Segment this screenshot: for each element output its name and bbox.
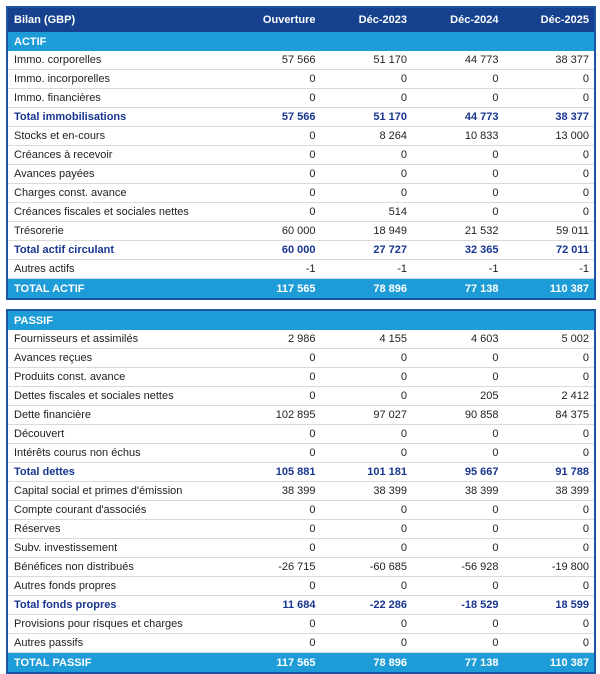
row-label: Total dettes: [7, 463, 229, 482]
row-label: Total immobilisations: [7, 108, 229, 127]
cell-value: 0: [229, 184, 321, 203]
cell-value: 57 566: [229, 51, 321, 70]
row-label: Intérêts courus non échus: [7, 444, 229, 463]
subtotal-row: [7, 463, 595, 482]
cell-value: 102 895: [229, 406, 321, 425]
row-label: Subv. investissement: [7, 539, 229, 558]
cell-value: 0: [229, 127, 321, 146]
cell-value: 44 773: [412, 108, 504, 127]
cell-value: 0: [504, 349, 596, 368]
cell-value: 0: [412, 539, 504, 558]
cell-value: 11 684: [229, 596, 321, 615]
cell-value: 38 399: [321, 482, 413, 501]
cell-value: -56 928: [412, 558, 504, 577]
total-label: TOTAL PASSIF: [7, 653, 229, 674]
cell-value: 0: [321, 577, 413, 596]
total-value: 78 896: [321, 653, 413, 674]
cell-value: 0: [504, 615, 596, 634]
cell-value: 60 000: [229, 222, 321, 241]
cell-value: 0: [321, 70, 413, 89]
cell-value: 0: [321, 184, 413, 203]
row-label: Fournisseurs et assimilés: [7, 330, 229, 349]
cell-value: 205: [412, 387, 504, 406]
table-row: [7, 539, 595, 558]
cell-value: 51 170: [321, 108, 413, 127]
cell-value: 0: [504, 146, 596, 165]
cell-value: 8 264: [321, 127, 413, 146]
cell-value: 0: [321, 501, 413, 520]
total-value: 117 565: [229, 653, 321, 674]
total-row-passif: [7, 653, 595, 674]
cell-value: 27 727: [321, 241, 413, 260]
cell-value: 0: [504, 89, 596, 108]
cell-value: 0: [504, 539, 596, 558]
section-header-actif: [7, 32, 595, 51]
table-row: [7, 368, 595, 387]
cell-value: 0: [321, 539, 413, 558]
cell-value: 105 881: [229, 463, 321, 482]
cell-value: 0: [229, 70, 321, 89]
table-row: [7, 425, 595, 444]
cell-value: -1: [412, 260, 504, 279]
total-value: 117 565: [229, 279, 321, 300]
cell-value: 38 399: [229, 482, 321, 501]
cell-value: 0: [504, 425, 596, 444]
cell-value: 38 377: [504, 108, 596, 127]
cell-value: 4 603: [412, 330, 504, 349]
cell-value: 72 011: [504, 241, 596, 260]
cell-value: -1: [504, 260, 596, 279]
cell-value: 0: [229, 89, 321, 108]
column-header-dec-2023: Déc-2023: [321, 7, 413, 32]
cell-value: 0: [412, 501, 504, 520]
column-header-dec-2024: Déc-2024: [412, 7, 504, 32]
cell-value: 0: [412, 425, 504, 444]
cell-value: 0: [504, 501, 596, 520]
cell-value: 0: [504, 577, 596, 596]
table-row: [7, 70, 595, 89]
subtotal-row: [7, 108, 595, 127]
cell-value: 57 566: [229, 108, 321, 127]
row-label: Avances payées: [7, 165, 229, 184]
cell-value: 13 000: [504, 127, 596, 146]
total-value: 77 138: [412, 653, 504, 674]
row-label: Charges const. avance: [7, 184, 229, 203]
cell-value: 60 000: [229, 241, 321, 260]
row-label: Autres passifs: [7, 634, 229, 653]
cell-value: 97 027: [321, 406, 413, 425]
cell-value: 90 858: [412, 406, 504, 425]
cell-value: 2 412: [504, 387, 596, 406]
cell-value: 0: [229, 425, 321, 444]
cell-value: 0: [504, 70, 596, 89]
table-row: [7, 482, 595, 501]
cell-value: 0: [412, 444, 504, 463]
table-row: [7, 558, 595, 577]
cell-value: 0: [504, 634, 596, 653]
cell-value: -1: [229, 260, 321, 279]
cell-value: 0: [504, 184, 596, 203]
row-label: Réserves: [7, 520, 229, 539]
cell-value: 0: [229, 203, 321, 222]
cell-value: -18 529: [412, 596, 504, 615]
section-header-passif: [7, 310, 595, 330]
table-row: [7, 520, 595, 539]
row-label: Immo. financières: [7, 89, 229, 108]
cell-value: 0: [321, 425, 413, 444]
total-label: TOTAL ACTIF: [7, 279, 229, 300]
cell-value: 18 949: [321, 222, 413, 241]
column-header-ouverture: Ouverture: [229, 7, 321, 32]
row-label: Autres actifs: [7, 260, 229, 279]
cell-value: -26 715: [229, 558, 321, 577]
cell-value: 0: [412, 577, 504, 596]
cell-value: 0: [229, 615, 321, 634]
row-label: Autres fonds propres: [7, 577, 229, 596]
row-label: Compte courant d'associés: [7, 501, 229, 520]
cell-value: 101 181: [321, 463, 413, 482]
section-title: PASSIF: [7, 310, 595, 330]
table-row: [7, 222, 595, 241]
section-title: ACTIF: [7, 32, 595, 51]
cell-value: 91 788: [504, 463, 596, 482]
cell-value: 0: [321, 165, 413, 184]
cell-value: 0: [229, 165, 321, 184]
row-label: Stocks et en-cours: [7, 127, 229, 146]
cell-value: -22 286: [321, 596, 413, 615]
cell-value: 0: [412, 184, 504, 203]
cell-value: 2 986: [229, 330, 321, 349]
cell-value: 84 375: [504, 406, 596, 425]
cell-value: 0: [412, 203, 504, 222]
table-row: [7, 184, 595, 203]
cell-value: 0: [229, 368, 321, 387]
cell-value: 0: [229, 387, 321, 406]
cell-value: -19 800: [504, 558, 596, 577]
cell-value: 0: [229, 577, 321, 596]
cell-value: 0: [504, 444, 596, 463]
row-label: Provisions pour risques et charges: [7, 615, 229, 634]
actif-table: [6, 6, 596, 300]
row-label: Bénéfices non distribués: [7, 558, 229, 577]
cell-value: 0: [321, 387, 413, 406]
cell-value: 21 532: [412, 222, 504, 241]
cell-value: 0: [321, 615, 413, 634]
table-row: [7, 89, 595, 108]
table-row: [7, 330, 595, 349]
table-row: [7, 165, 595, 184]
cell-value: 0: [321, 634, 413, 653]
total-row-actif: [7, 279, 595, 300]
table-row: [7, 634, 595, 653]
table-row: [7, 501, 595, 520]
cell-value: 0: [412, 70, 504, 89]
row-label: Immo. corporelles: [7, 51, 229, 70]
cell-value: 0: [504, 520, 596, 539]
total-value: 110 387: [504, 279, 596, 300]
cell-value: -60 685: [321, 558, 413, 577]
row-label: Total actif circulant: [7, 241, 229, 260]
cell-value: 0: [229, 501, 321, 520]
row-label: Créances à recevoir: [7, 146, 229, 165]
cell-value: 10 833: [412, 127, 504, 146]
cell-value: 44 773: [412, 51, 504, 70]
cell-value: 95 667: [412, 463, 504, 482]
table-row: [7, 387, 595, 406]
table-header-row: [7, 7, 595, 32]
cell-value: 0: [229, 634, 321, 653]
cell-value: 32 365: [412, 241, 504, 260]
table-row: [7, 615, 595, 634]
cell-value: 38 399: [412, 482, 504, 501]
table-title: Bilan (GBP): [7, 7, 229, 32]
total-value: 110 387: [504, 653, 596, 674]
row-label: Total fonds propres: [7, 596, 229, 615]
subtotal-row: [7, 596, 595, 615]
row-label: Dette financière: [7, 406, 229, 425]
row-label: Découvert: [7, 425, 229, 444]
cell-value: 0: [412, 368, 504, 387]
cell-value: -1: [321, 260, 413, 279]
table-row: [7, 51, 595, 70]
cell-value: 0: [321, 368, 413, 387]
cell-value: 59 011: [504, 222, 596, 241]
row-label: Capital social et primes d'émission: [7, 482, 229, 501]
row-label: Dettes fiscales et sociales nettes: [7, 387, 229, 406]
cell-value: 0: [229, 349, 321, 368]
cell-value: 0: [229, 520, 321, 539]
row-label: Créances fiscales et sociales nettes: [7, 203, 229, 222]
cell-value: 0: [321, 444, 413, 463]
cell-value: 0: [504, 165, 596, 184]
cell-value: 0: [412, 634, 504, 653]
cell-value: 38 399: [504, 482, 596, 501]
cell-value: 0: [229, 539, 321, 558]
cell-value: 38 377: [504, 51, 596, 70]
table-row: [7, 444, 595, 463]
cell-value: 5 002: [504, 330, 596, 349]
cell-value: 18 599: [504, 596, 596, 615]
cell-value: 4 155: [321, 330, 413, 349]
table-row: [7, 260, 595, 279]
cell-value: 0: [412, 615, 504, 634]
cell-value: 0: [412, 146, 504, 165]
row-label: Avances reçues: [7, 349, 229, 368]
table-row: [7, 127, 595, 146]
cell-value: 514: [321, 203, 413, 222]
passif-table: [6, 309, 596, 674]
cell-value: 51 170: [321, 51, 413, 70]
table-row: [7, 406, 595, 425]
cell-value: 0: [412, 520, 504, 539]
cell-value: 0: [412, 89, 504, 108]
subtotal-row: [7, 241, 595, 260]
row-label: Immo. incorporelles: [7, 70, 229, 89]
cell-value: 0: [229, 444, 321, 463]
row-label: Trésorerie: [7, 222, 229, 241]
table-row: [7, 146, 595, 165]
cell-value: 0: [321, 349, 413, 368]
cell-value: 0: [321, 89, 413, 108]
cell-value: 0: [321, 146, 413, 165]
row-label: Produits const. avance: [7, 368, 229, 387]
table-row: [7, 349, 595, 368]
table-row: [7, 203, 595, 222]
cell-value: 0: [504, 203, 596, 222]
cell-value: 0: [504, 368, 596, 387]
table-row: [7, 577, 595, 596]
total-value: 77 138: [412, 279, 504, 300]
cell-value: 0: [321, 520, 413, 539]
column-header-dec-2025: Déc-2025: [504, 7, 596, 32]
cell-value: 0: [412, 165, 504, 184]
total-value: 78 896: [321, 279, 413, 300]
cell-value: 0: [229, 146, 321, 165]
cell-value: 0: [412, 349, 504, 368]
